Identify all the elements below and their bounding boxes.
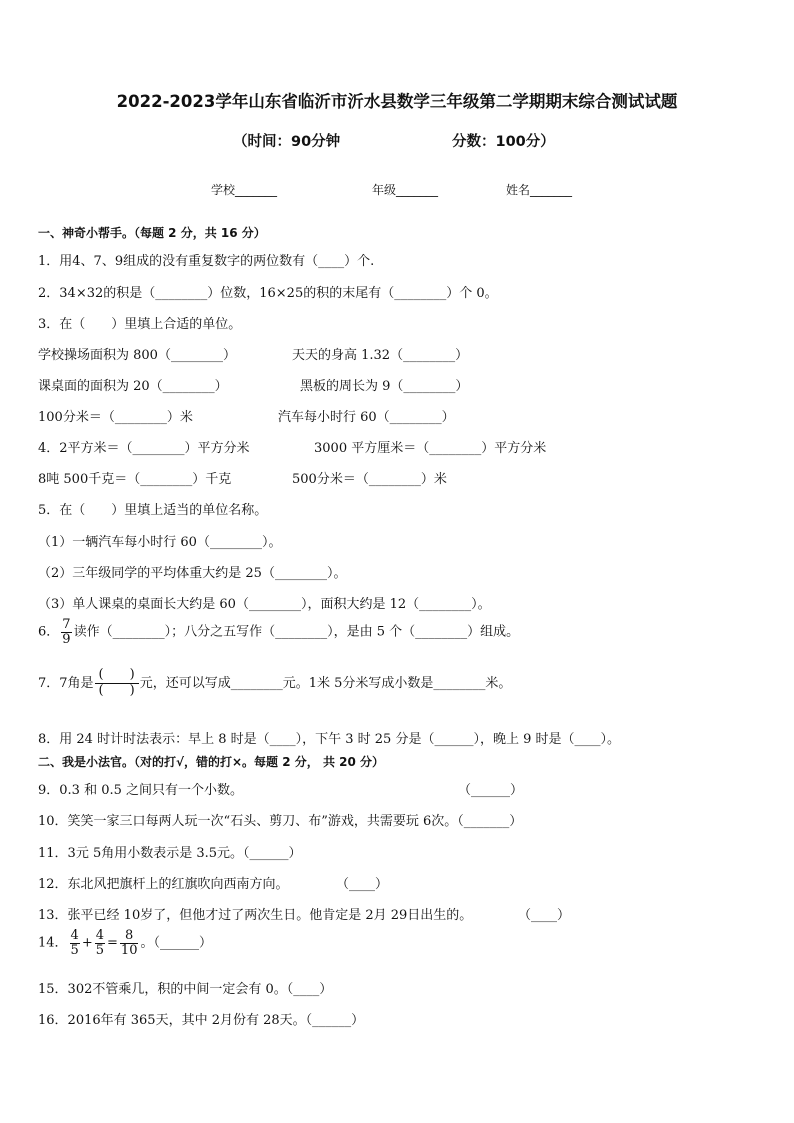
fraction-four-fifths-a	[70, 929, 80, 957]
question-4c: 8吨 500千克＝（________）千克	[38, 472, 232, 487]
fraction-denominator: 5	[70, 942, 79, 958]
name-field[interactable]: 姓名_______	[506, 183, 573, 197]
question-8: 8．用 24 时计时法表示：早上 8 时是（____），下午 3 时 25 分是（______），晚上 9 时是（____）。	[38, 732, 620, 747]
fraction-numerator: 4	[95, 928, 105, 943]
question-11: 11．3元 5角用小数表示是 3.5元。（______）	[38, 846, 302, 861]
question-4a: 4．2平方米＝（________）平方分米	[38, 441, 250, 456]
section-1-heading: 一、神奇小帮手。（每题 2 分，共 16 分）	[38, 226, 266, 240]
time-limit: （时间：90分钟	[233, 134, 341, 150]
school-field[interactable]: 学校_______	[211, 183, 278, 197]
blank-numerator: ( )	[95, 668, 139, 684]
question-14	[38, 929, 212, 957]
fraction-seven-ninths	[61, 618, 71, 646]
question-3: 3．在（ ）里填上合适的单位。	[38, 317, 242, 332]
question-3f: 汽车每小时行 60（________）	[278, 410, 455, 425]
fraction-numerator: 4	[70, 928, 79, 943]
fraction-denominator: 10	[120, 942, 138, 958]
question-12: 12．东北风把旗杆上的红旗吹向西南方向。	[38, 877, 289, 892]
question-4d: 500分米＝（________）米	[292, 472, 447, 487]
total-score: 分数：100分）	[452, 134, 555, 150]
question-13-blank[interactable]: （____）	[518, 908, 571, 923]
fraction-denominator: 9	[62, 631, 71, 647]
question-16: 16．2016年有 365天，其中 2月份有 28天。（______）	[38, 1013, 365, 1028]
question-3e: 100分米＝（________）米	[38, 410, 193, 425]
question-5b: （2）三年级同学的平均体重大约是 25（________）。	[38, 566, 347, 581]
question-5: 5．在（ ）里填上适当的单位名称。	[38, 503, 268, 518]
fraction-numerator: 7	[62, 617, 71, 632]
question-12-blank[interactable]: （____）	[336, 877, 389, 892]
grade-field[interactable]: 年级_______	[372, 183, 439, 197]
question-5a: （1）一辆汽车每小时行 60（________）。	[38, 535, 282, 550]
question-15: 15．302不管乘几，积的中间一定会有 0。（____）	[38, 982, 333, 997]
fraction-denominator: 5	[95, 942, 105, 958]
question-4b: 3000 平方厘米＝（________）平方分米	[314, 441, 547, 456]
question-9: 9．0.3 和 0.5 之间只有一个小数。	[38, 783, 244, 798]
question-3a: 学校操场面积为 800（________）	[38, 348, 236, 363]
question-2: 2．34×32的积是（________）位数，16×25的积的末尾有（________）个 0。	[38, 286, 498, 301]
question-5c: （3）单人课桌的桌面长大约是 60（________），面积大约是 12（________）。	[38, 597, 491, 612]
question-6-prefix: 6．	[38, 624, 60, 640]
question-6-text: 读作（________）；八分之五写作（________），是由 5 个（________）组成。	[73, 624, 520, 640]
section-2-heading: 二、我是小法官。（对的打√，错的打×。每题 2 分， 共 20 分）	[38, 755, 384, 769]
question-7-prefix: 7．7角是	[38, 675, 94, 691]
equals-sign: =	[107, 935, 118, 951]
question-1: 1．用4、7、9组成的没有重复数字的两位数有（____）个.	[38, 254, 375, 269]
plus-sign: +	[81, 935, 93, 951]
blank-denominator: ( )	[98, 682, 135, 698]
fraction-eight-tenths	[120, 929, 139, 957]
question-10: 10．笑笑一家三口每两人玩一次“石头、剪刀、布”游戏，共需要玩 6次。（_______）	[38, 814, 523, 829]
question-14-prefix: 14．	[38, 935, 68, 951]
question-3b: 天天的身高 1.32（________）	[292, 348, 469, 363]
fraction-numerator: 8	[120, 929, 139, 944]
question-3d: 黑板的周长为 9（________）	[300, 379, 469, 394]
question-7	[38, 668, 511, 699]
page-title: 2022-2023学年山东省临沂市沂水县数学三年级第二学期期末综合测试试题	[116, 92, 678, 111]
blank-fraction[interactable]	[95, 668, 139, 699]
question-3c: 课桌面的面积为 20（________）	[38, 379, 228, 394]
question-14-text: 。（______）	[140, 935, 212, 951]
question-13: 13．张平已经 10岁了，但他才过了两次生日。他肯定是 2月 29日出生的。	[38, 908, 473, 923]
question-9-blank[interactable]: （______）	[458, 783, 524, 798]
question-6	[38, 618, 519, 646]
question-7-text: 元，还可以写成________元。1米 5分米写成小数是________米。	[139, 675, 512, 691]
fraction-four-fifths-b	[95, 929, 105, 957]
